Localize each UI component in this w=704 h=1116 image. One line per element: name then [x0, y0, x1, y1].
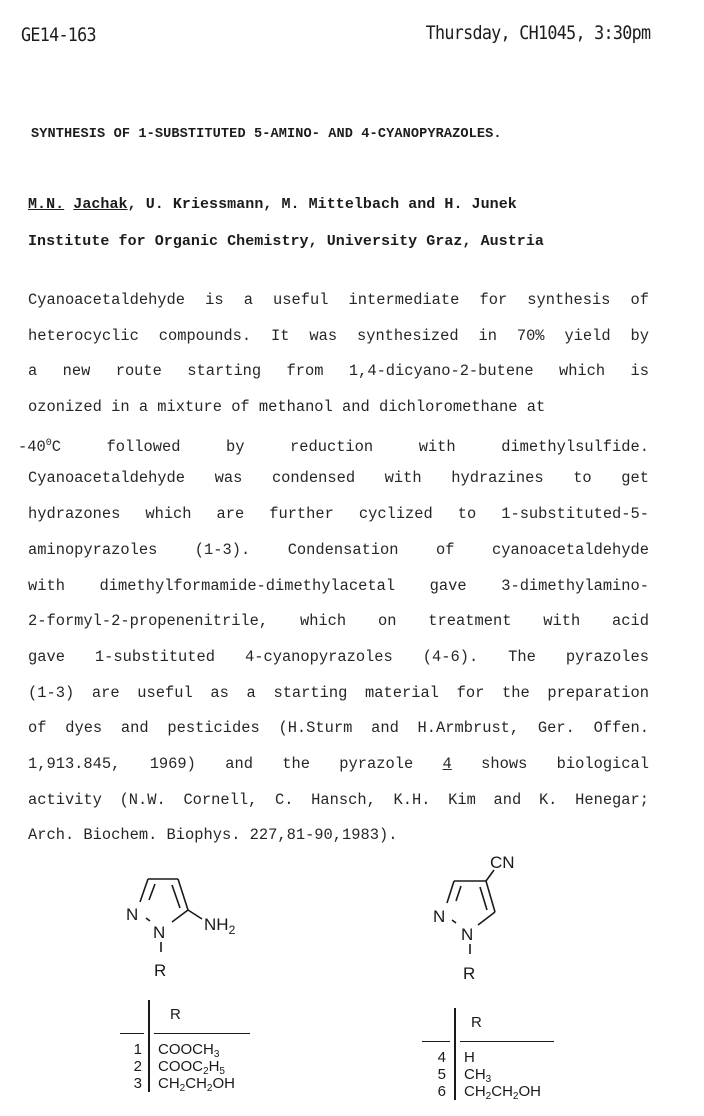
- abstract-line: 2-formyl-2-propenenitrile, which on treatment with acid: [28, 612, 649, 631]
- table-divider-vertical: [454, 1008, 456, 1100]
- bond: [456, 886, 461, 901]
- atom-n1: N: [153, 923, 166, 942]
- bond: [172, 885, 180, 908]
- abstract-line-patent: 1,913.845, 1969) and the pyrazole 4 shows biological: [28, 754, 649, 773]
- paper-title: SYNTHESIS OF 1-SUBSTITUTED 5-AMINO- AND 4-CYANOPYRAZOLES.: [31, 127, 502, 142]
- bond: [486, 881, 495, 912]
- amino-group: $NH_2$: [204, 915, 236, 937]
- table-divider-horizontal: [460, 1041, 554, 1042]
- abstract-line: hydrazones which are further cyclized to 1-substituted-5-: [28, 505, 649, 524]
- compound-number: 1: [133, 1041, 142, 1058]
- patent-reference: 1,913.845, 1969): [28, 754, 196, 773]
- substituent-formula: $COOCH_3$: [158, 1041, 220, 1060]
- compound-number: 2: [133, 1058, 142, 1075]
- abstract-line: Cyanoacetaldehyde is a useful intermediate for synthesis of: [28, 291, 649, 309]
- bond: [188, 910, 202, 919]
- abstract-line: of dyes and pesticides (H.Sturm and H.Armbrust, Ger. Offen.: [28, 719, 649, 738]
- r-group-label: R: [463, 964, 476, 983]
- atom-n2: N: [433, 907, 446, 926]
- presenter-surname: Jachak: [73, 196, 128, 213]
- bond: [452, 920, 456, 923]
- abstract-line: (1-3) are useful as a starting material for the preparation: [28, 683, 649, 702]
- bond: [149, 884, 155, 900]
- bond: [140, 879, 148, 902]
- compound-number: 4: [437, 1049, 446, 1066]
- table-divider-horizontal: [422, 1041, 450, 1042]
- abstract-line: activity (N.W. Cornell, C. Hansch, K.H. Kim and K. Henegar;: [28, 790, 649, 809]
- r-group-table-2: [420, 1008, 560, 1100]
- abstract-line: heterocyclic compounds. It was synthesized in 70% yield by: [28, 326, 649, 345]
- table-header-r: R: [471, 1014, 482, 1031]
- abstract-line-temperature: $-40^0C$ followed by reduction with dimethylsulfide.: [18, 437, 649, 456]
- abstract-line: ozonized in a mixture of methanol and dichloromethane at: [28, 398, 546, 417]
- bond: [480, 887, 487, 910]
- atom-n1: N: [461, 925, 474, 944]
- author-list: [28, 196, 517, 213]
- session-info: Thursday, CH1045, 3:30pm: [425, 22, 650, 44]
- pyrazole-ring-bonds: [140, 879, 202, 952]
- r-group-label: R: [154, 961, 167, 980]
- bond: [146, 918, 150, 921]
- abstract-body: [18, 283, 649, 854]
- bond: [172, 910, 188, 922]
- bond: [478, 912, 495, 925]
- cyano-group: CN: [490, 853, 515, 872]
- abstract-line: Cyanoacetaldehyde was condensed with hydrazines to get: [28, 469, 649, 488]
- substituent-formula: $CH_2CH_2OH$: [464, 1083, 541, 1102]
- abstract-line: gave 1-substituted 4-cyanopyrazoles (4-6). The pyrazoles: [28, 647, 649, 666]
- bond: [447, 881, 454, 903]
- table-divider-vertical: [148, 1000, 150, 1092]
- affiliation: Institute for Organic Chemistry, University Graz, Austria: [28, 233, 544, 250]
- substituent-formula: $COOC_2H_5$: [158, 1058, 225, 1077]
- table-header-r: R: [170, 1006, 181, 1023]
- substituent-formula: $CH_2CH_2OH$: [158, 1075, 235, 1094]
- compound-number: 5: [437, 1066, 446, 1083]
- abstract-line: with dimethylformamide-dimethylacetal gave 3-dimethylamino-: [28, 576, 649, 595]
- structure-aminopyrazole: [120, 858, 280, 988]
- atom-n2: N: [126, 905, 139, 924]
- structure-cyanopyrazole: [430, 848, 560, 988]
- abstract-code: GE14-163: [21, 24, 96, 46]
- compound-reference: 4: [442, 754, 452, 773]
- substituent-formula: $CH_3$: [464, 1066, 492, 1085]
- abstract-line: Arch. Biochem. Biophys. 227,81-90,1983).: [28, 826, 398, 845]
- abstract-line: aminopyrazoles (1-3). Condensation of cyanoacetaldehyde: [28, 540, 649, 559]
- compound-number: 3: [133, 1075, 142, 1092]
- presenter-initials: M.N.: [28, 196, 65, 213]
- substituent-formula: H: [464, 1049, 475, 1066]
- temperature: $-40^0C$: [18, 437, 61, 456]
- r-group-table-1: [118, 1000, 258, 1092]
- table-divider-horizontal: [154, 1033, 250, 1034]
- abstract-line: a new route starting from 1,4-dicyano-2-butene which is: [28, 362, 649, 381]
- table-divider-horizontal: [120, 1033, 144, 1034]
- coauthors: , U. Kriessmann, M. Mittelbach and H. Junek: [127, 196, 517, 213]
- compound-number: 6: [437, 1083, 446, 1100]
